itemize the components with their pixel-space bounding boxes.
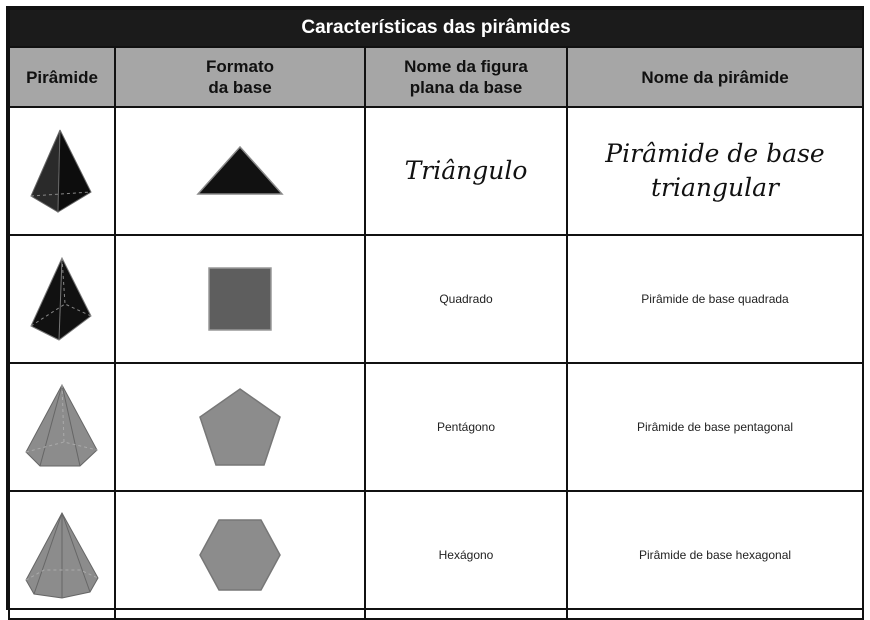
base-name-text: Pentágono <box>436 420 496 434</box>
base-shape-cell <box>115 107 365 235</box>
square-pyramid-icon <box>27 254 97 344</box>
base-name-text: Quadrado <box>439 292 493 306</box>
pyramid-cell <box>9 107 115 235</box>
table-row <box>9 235 863 363</box>
triangular-pyramid-icon <box>27 126 97 216</box>
pyramid-cell <box>9 363 115 491</box>
header-formato-line2: da base <box>208 78 272 97</box>
base-name-text: Hexágono <box>438 548 494 562</box>
table-row <box>9 363 863 491</box>
header-piramide: Pirâmide <box>9 47 115 107</box>
base-shape-cell <box>115 363 365 491</box>
header-nome-da-piramide: Nome da pirâmide <box>567 47 863 107</box>
base-name-cell <box>365 491 567 619</box>
pyramid-name-cell <box>567 235 863 363</box>
triangle-icon <box>195 144 285 198</box>
header-nome-figura-line2: plana da base <box>409 78 523 97</box>
pyramid-cell <box>9 235 115 363</box>
pentagonal-pyramid-icon <box>22 382 102 472</box>
base-name-text: Triângulo <box>404 156 528 185</box>
pyramid-name-line1: Pirâmide de base <box>605 139 825 168</box>
table-title: Características das pirâmides <box>9 9 863 47</box>
pentagon-icon <box>198 387 282 467</box>
base-name-cell <box>365 107 567 235</box>
header-nome-figura-line1: Nome da figura <box>404 57 528 76</box>
pyramid-name-cell <box>567 107 863 235</box>
pyramid-characteristics-table <box>6 6 864 610</box>
base-shape-cell <box>115 491 365 619</box>
base-name-cell <box>365 363 567 491</box>
pyramid-name-text: Pirâmide de base quadrada <box>641 292 789 306</box>
square-icon <box>207 266 273 332</box>
base-shape-cell <box>115 235 365 363</box>
pyramid-name-line2: triangular <box>651 173 779 202</box>
pyramid-name-text: Pirâmide de base pentagonal <box>636 420 794 434</box>
pyramid-name-text: Pirâmide de base hexagonal <box>638 548 792 562</box>
header-nome-da-figura <box>365 47 567 107</box>
header-formato-line1: Formato <box>206 57 274 76</box>
header-formato-da-base <box>115 47 365 107</box>
pyramid-cell <box>9 491 115 619</box>
pyramid-name-cell <box>567 491 863 619</box>
hexagon-icon <box>198 518 282 592</box>
table-row <box>9 491 863 619</box>
pyramid-name-cell <box>567 363 863 491</box>
table-row <box>9 107 863 235</box>
hexagonal-pyramid-icon <box>22 510 102 600</box>
base-name-cell <box>365 235 567 363</box>
